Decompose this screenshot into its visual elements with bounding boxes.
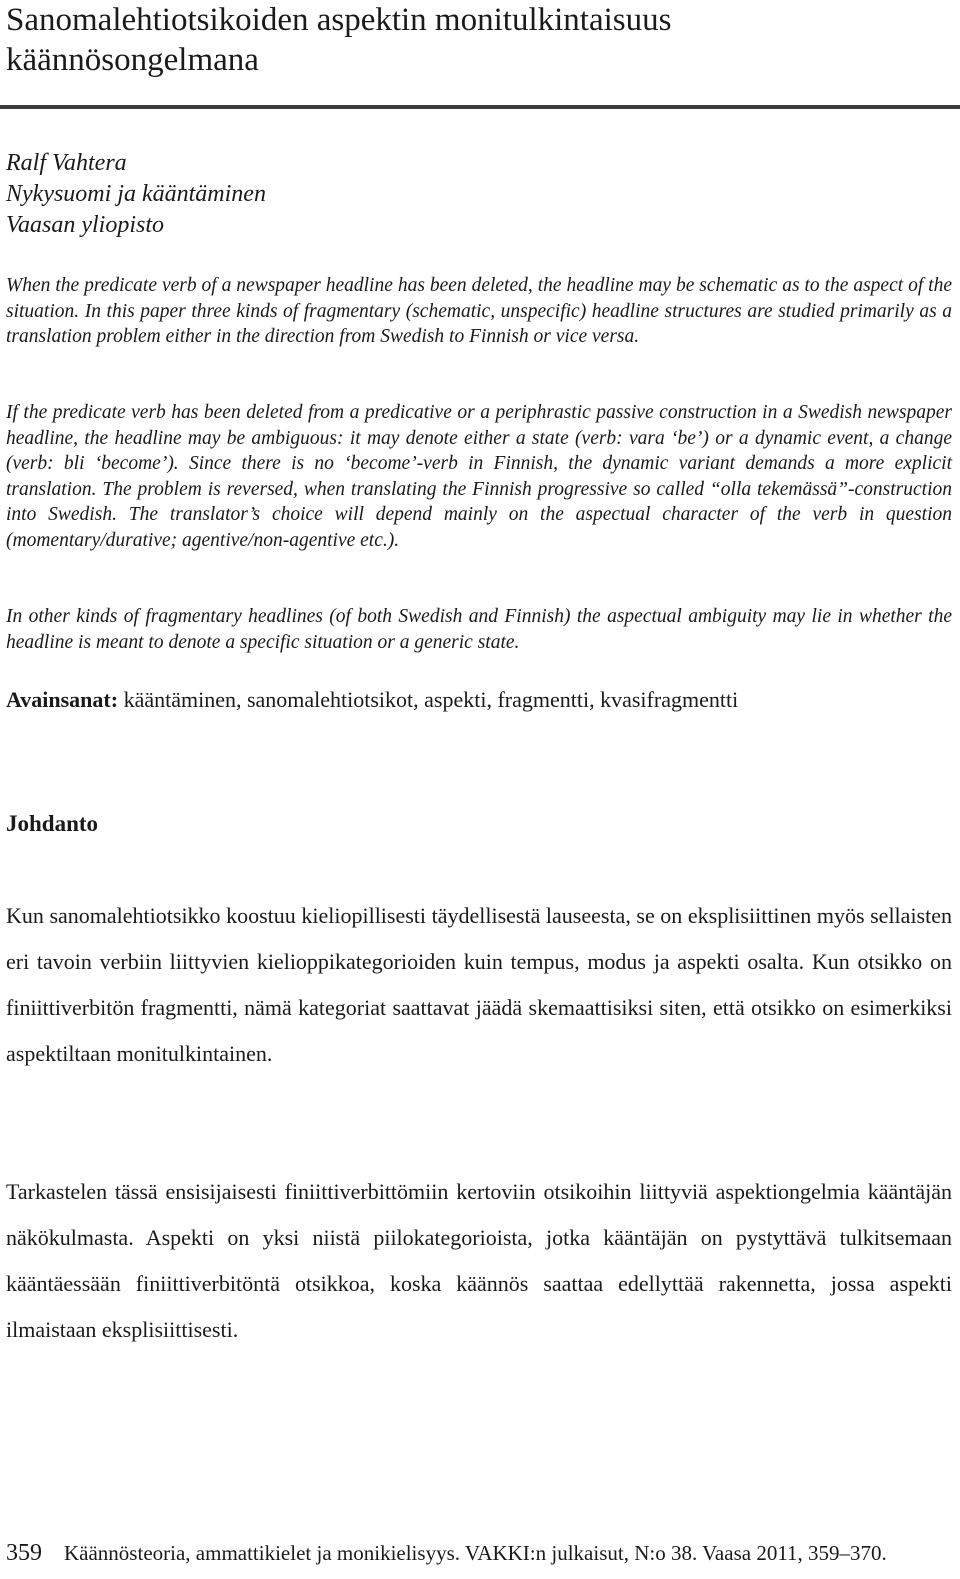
keywords [6, 686, 952, 714]
author-department: Nykysuomi ja kääntäminen [6, 181, 266, 207]
keywords-label: Avainsanat: [6, 687, 119, 712]
author-block [6, 148, 266, 241]
section-heading: Johdanto [6, 811, 99, 836]
page-number: 359 [6, 1540, 42, 1566]
abstract-paragraph-2: If the predicate verb has been deleted from a predicative or a periphrastic passive construction in a Swedish newspaper headline, the headline may be ambiguous: it may denote either a state (verb: vara ‘be’) or a dynamic event, a change (verb: bli ‘become’). Since there is no ‘become’-verb in Finnish, the dynamic variant demands a more explicit translation. The problem is reversed, when translating the Finnish progressive so called “olla tekemässä”-construction into Swedish. The translator’s choice will depend mainly on the aspectual character of the verb in question (momentary/durative; agentive/non-agentive etc.). [6, 402, 952, 551]
body-paragraph-1: Kun sanomalehtiotsikko koostuu kieliopillisesti täydellisestä lauseesta, se on eksplisiittinen myös sellaisten eri tavoin verbiin liittyvien kielioppikategorioiden kuin tempus, modus ja aspekti osalta. Kun otsikko on finiittiverbitön fragmentti, nämä kategoriat saattavat jäädä skemaattisiksi siten, että otsikko on esimerkiksi aspektiltaan monitulkintainen. [6, 903, 952, 1066]
author-university: Vaasan yliopisto [6, 212, 165, 238]
abstract-paragraph-1: When the predicate verb of a newspaper headline has been deleted, the headline may be schematic as to the aspect of the situation. In this paper three kinds of fragmentary (schematic, unspecific) headline structures are studied primarily as a translation problem either in the direction from Swedish to Finnish or vice versa. [6, 275, 952, 347]
paper-title [6, 0, 946, 80]
page-footer [6, 1540, 952, 1566]
abstract-paragraph-3: In other kinds of fragmentary headlines (of both Swedish and Finnish) the aspectual ambiguity may lie in whether the headline is meant to denote a specific situation or a generic state. [6, 606, 952, 653]
title-line-2: käännösongelmana [6, 42, 259, 78]
keywords-text: kääntäminen, sanomalehtiotsikot, aspekti, fragmentti, kvasifragmentti [118, 687, 739, 712]
body-paragraph-2: Tarkastelen tässä ensisijaisesti finiittiverbittömiin kertoviin otsikoihin liittyviä aspektiongelmia kääntäjän näkökulmasta. Aspekti on yksi niistä piilokategorioista, jotka kääntäjän on pystyttävä tulkitsemaan kääntäessään finiittiverbitöntä otsikkoa, koska käännös saattaa edellyttää rakennetta, jossa aspekti ilmaistaan eksplisiittisesti. [6, 1179, 952, 1342]
title-divider [0, 105, 960, 109]
title-line-1: Sanomalehtiotsikoiden aspektin monitulkintaisuus [6, 2, 672, 38]
author-name: Ralf Vahtera [6, 150, 127, 176]
footer-citation: Käännösteoria, ammattikielet ja monikielisyys. VAKKI:n julkaisut, N:o 38. Vaasa 2011, 359–370. [64, 1541, 887, 1565]
